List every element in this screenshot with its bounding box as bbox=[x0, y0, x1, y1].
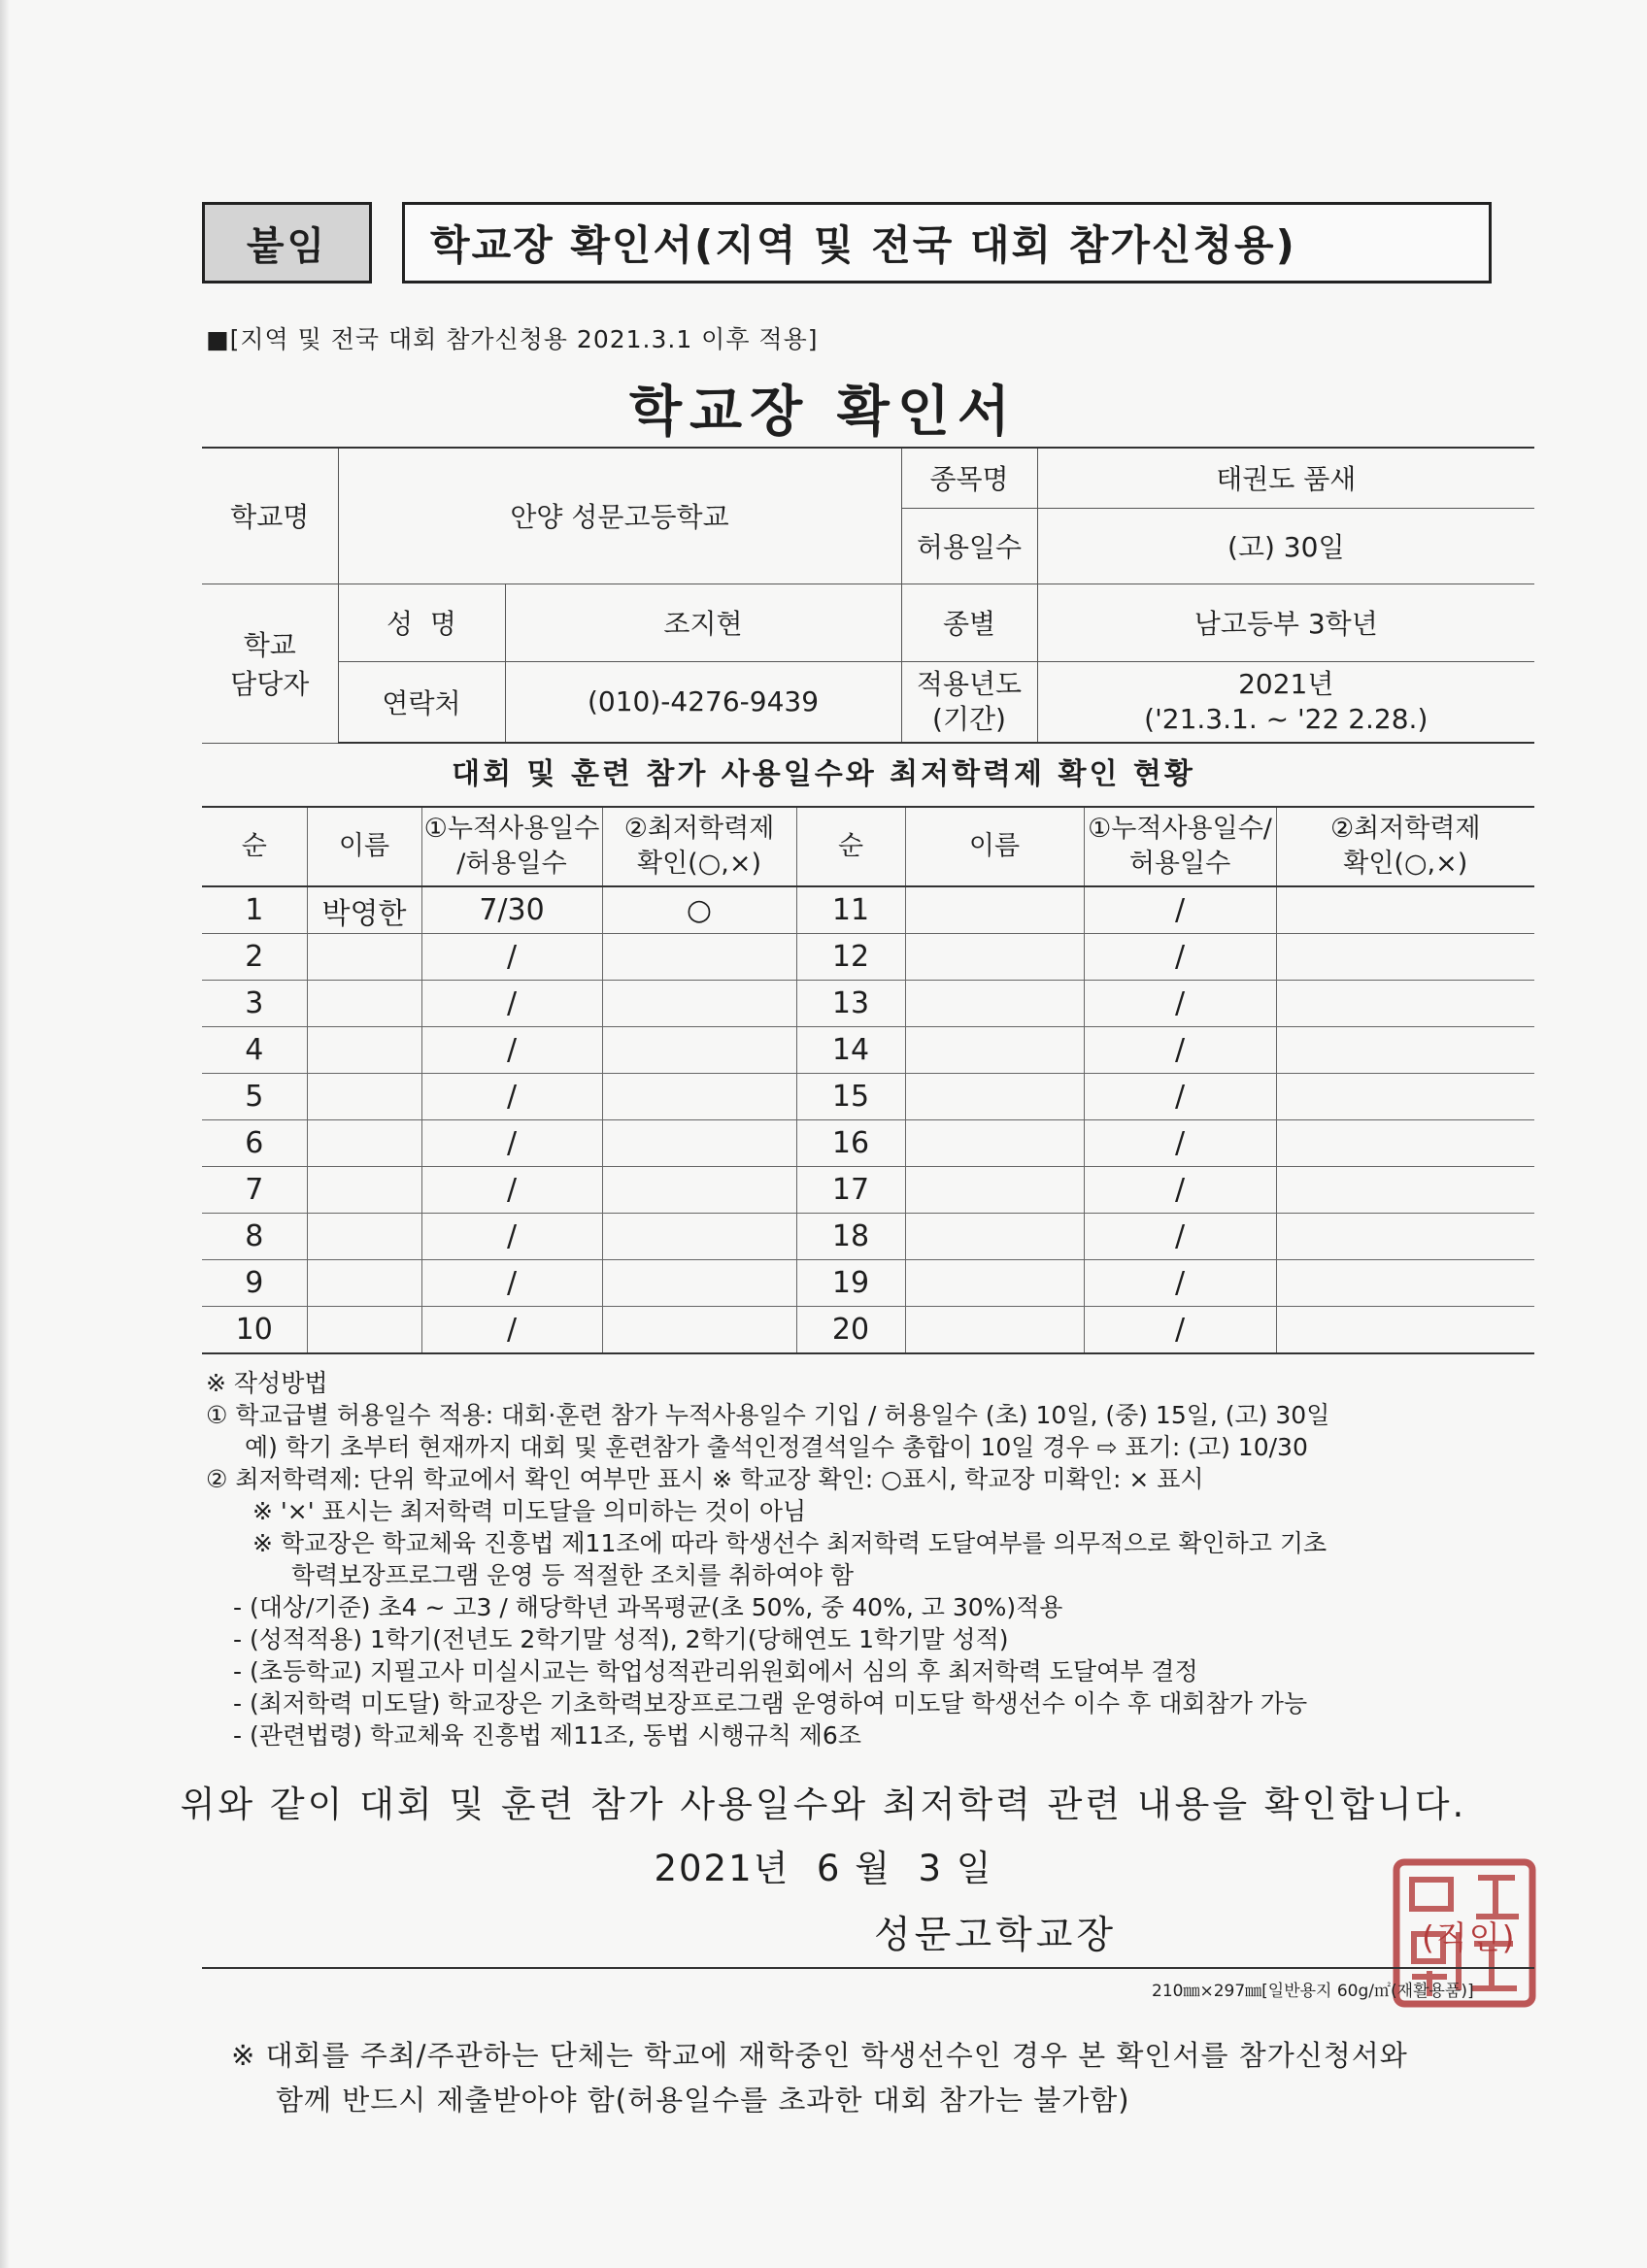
header-days-right-line1: ①누적사용일수/ bbox=[1088, 814, 1272, 844]
header-days-left-line2: /허용일수 bbox=[456, 849, 567, 879]
row-no: 6 bbox=[202, 1120, 307, 1167]
row-no: 5 bbox=[202, 1074, 307, 1120]
apply-note: ■[지역 및 전국 대회 참가신청용 2021.3.1 이후 적용] bbox=[206, 325, 819, 353]
table-row bbox=[202, 1027, 1534, 1074]
principal-title: 성문고학교장 bbox=[874, 1914, 1118, 1957]
row-no: 2 bbox=[202, 934, 307, 981]
row-no: 16 bbox=[796, 1120, 905, 1167]
manager-label-line2: 담당자 bbox=[230, 668, 310, 700]
header-no-right: 순 bbox=[796, 807, 905, 886]
row-days: / bbox=[421, 981, 602, 1027]
table-row bbox=[202, 1074, 1534, 1120]
status-section-title: 대회 및 훈련 참가 사용일수와 최저학력제 확인 현황 bbox=[452, 757, 1195, 791]
row-no: 3 bbox=[202, 981, 307, 1027]
table-row bbox=[202, 1260, 1534, 1307]
allowed-days-value: (고) 30일 bbox=[1037, 508, 1534, 584]
period-label-line2: (기간) bbox=[932, 702, 1006, 735]
note-line-9: - (초등학교) 지필고사 미실시교는 학업성적관리위원회에서 심의 후 최저학력 도달여부 결정 bbox=[233, 1657, 1198, 1685]
scan-edge-shadow bbox=[0, 0, 10, 2268]
row-name bbox=[307, 1074, 421, 1120]
row-days: / bbox=[421, 1307, 602, 1354]
header-name-right: 이름 bbox=[905, 807, 1084, 886]
row-name bbox=[307, 1167, 421, 1214]
note-line-6: 학력보장프로그램 운영 등 적절한 조치를 취하여야 함 bbox=[291, 1561, 854, 1589]
row-days: / bbox=[1084, 1260, 1276, 1307]
row-name bbox=[905, 1260, 1084, 1307]
row-check bbox=[602, 1214, 796, 1260]
note-line-4: ※ '×' 표시는 최저학력 미도달을 의미하는 것이 아님 bbox=[252, 1497, 807, 1525]
row-days: / bbox=[1084, 1120, 1276, 1167]
row-no: 13 bbox=[796, 981, 905, 1027]
note-line-7: - (대상/기준) 초4 ~ 고3 / 해당학년 과목평균(초 50%, 중 40%, 고 30%)적용 bbox=[233, 1593, 1063, 1621]
row-no: 12 bbox=[796, 934, 905, 981]
row-check bbox=[1276, 1307, 1534, 1354]
row-no: 15 bbox=[796, 1074, 905, 1120]
row-name bbox=[905, 981, 1084, 1027]
note-line-2: 예) 학기 초부터 현재까지 대회 및 훈련참가 출석인정결석일수 총합이 10일 경우 ⇨ 표기: (고) 10/30 bbox=[245, 1433, 1308, 1461]
bottom-divider bbox=[202, 1967, 1534, 1969]
note-line-3: ② 최저학력제: 단위 학교에서 확인 여부만 표시 ※ 학교장 확인: ○표시, 학교장 미확인: × 표시 bbox=[206, 1465, 1204, 1493]
table-row bbox=[202, 934, 1534, 981]
confirmation-date: 2021년 6 월 3 일 bbox=[654, 1848, 993, 1889]
header-name-left: 이름 bbox=[307, 807, 421, 886]
row-days: / bbox=[1084, 1214, 1276, 1260]
paper-spec: 210㎜×297㎜[일반용지 60g/㎡(재활용품)] bbox=[1152, 1982, 1474, 2001]
row-name bbox=[905, 934, 1084, 981]
row-name bbox=[905, 1027, 1084, 1074]
row-days: / bbox=[1084, 981, 1276, 1027]
row-no: 19 bbox=[796, 1260, 905, 1307]
note-line-5: ※ 학교장은 학교체육 진흥법 제11조에 따라 학생선수 최저학력 도달여부를 의무적으로 확인하고 기초 bbox=[252, 1529, 1328, 1557]
form-box-title: 학교장 확인서(지역 및 전국 대회 참가신청용) bbox=[402, 202, 1492, 284]
header-check-left bbox=[602, 807, 796, 886]
document-title: 학교장 확인서 bbox=[628, 381, 1019, 444]
row-name bbox=[307, 1260, 421, 1307]
header-days-left-line1: ①누적사용일수 bbox=[423, 814, 600, 844]
event-value: 태권도 품새 bbox=[1037, 448, 1534, 508]
row-name: 박영한 bbox=[307, 886, 421, 934]
row-name bbox=[307, 1120, 421, 1167]
row-check bbox=[602, 1074, 796, 1120]
header-days-right-line2: 허용일수 bbox=[1128, 849, 1231, 879]
row-days: / bbox=[421, 1260, 602, 1307]
note-line-8: - (성적적용) 1학기(전년도 2학기말 성적), 2학기(당해연도 1학기말 성적) bbox=[233, 1625, 1009, 1653]
row-days: / bbox=[1084, 1307, 1276, 1354]
period-value-line2: ('21.3.1. ~ '22 2.28.) bbox=[1144, 702, 1429, 735]
row-name bbox=[307, 934, 421, 981]
header-check-right-line1: ②최저학력제 bbox=[1329, 814, 1481, 844]
division-label: 종별 bbox=[901, 584, 1037, 661]
attachment-label: 붙임 bbox=[202, 202, 372, 284]
row-name bbox=[905, 1214, 1084, 1260]
row-no: 20 bbox=[796, 1307, 905, 1354]
row-check bbox=[602, 1307, 796, 1354]
period-label bbox=[901, 661, 1037, 743]
manager-label bbox=[202, 584, 338, 743]
table-row bbox=[202, 1307, 1534, 1354]
row-check bbox=[1276, 1120, 1534, 1167]
division-value: 남고등부 3학년 bbox=[1037, 584, 1534, 661]
row-check bbox=[1276, 1027, 1534, 1074]
note-line-1: ① 학교급별 허용일수 적용: 대회·훈련 참가 누적사용일수 기입 / 허용일수 (초) 10일, (중) 15일, (고) 30일 bbox=[206, 1401, 1330, 1429]
row-check bbox=[602, 934, 796, 981]
row-check bbox=[602, 1260, 796, 1307]
person-name-label: 성 명 bbox=[338, 584, 505, 661]
header-days-left bbox=[421, 807, 602, 886]
period-value-line1: 2021년 bbox=[1238, 667, 1334, 700]
status-table bbox=[202, 806, 1534, 1354]
submission-note bbox=[231, 2033, 1571, 2122]
row-no: 7 bbox=[202, 1167, 307, 1214]
row-no: 17 bbox=[796, 1167, 905, 1214]
event-label: 종목명 bbox=[901, 448, 1037, 508]
manager-label-line1: 학교 bbox=[243, 629, 296, 661]
table-row bbox=[202, 1167, 1534, 1214]
row-no: 9 bbox=[202, 1260, 307, 1307]
row-days: / bbox=[421, 1074, 602, 1120]
row-check bbox=[602, 981, 796, 1027]
header-check-left-line1: ②최저학력제 bbox=[623, 814, 775, 844]
row-days: / bbox=[1084, 1167, 1276, 1214]
row-days: / bbox=[1084, 934, 1276, 981]
row-no: 14 bbox=[796, 1027, 905, 1074]
header-no-left: 순 bbox=[202, 807, 307, 886]
row-name bbox=[905, 886, 1084, 934]
row-days: / bbox=[421, 934, 602, 981]
row-no: 1 bbox=[202, 886, 307, 934]
school-info-table bbox=[202, 447, 1534, 744]
table-row bbox=[202, 981, 1534, 1027]
header-days-right bbox=[1084, 807, 1276, 886]
header-check-right-line2: 확인(○,×) bbox=[1343, 849, 1468, 879]
period-label-line1: 적용년도 bbox=[916, 667, 1023, 700]
row-name bbox=[307, 1307, 421, 1354]
row-days: / bbox=[421, 1214, 602, 1260]
allowed-days-label: 허용일수 bbox=[901, 508, 1037, 584]
row-name bbox=[307, 1027, 421, 1074]
row-name bbox=[307, 1214, 421, 1260]
row-name bbox=[905, 1074, 1084, 1120]
row-no: 8 bbox=[202, 1214, 307, 1260]
row-days: / bbox=[1084, 886, 1276, 934]
table-row bbox=[202, 886, 1534, 934]
confirmation-statement: 위와 같이 대회 및 훈련 참가 사용일수와 최저학력 관련 내용을 확인합니다. bbox=[180, 1784, 1467, 1825]
row-days: / bbox=[1084, 1027, 1276, 1074]
row-days: / bbox=[421, 1167, 602, 1214]
row-name bbox=[905, 1120, 1084, 1167]
seal-label: (직인) bbox=[1422, 1918, 1517, 1956]
contact-value: (010)-4276-9439 bbox=[505, 661, 901, 743]
row-name bbox=[905, 1307, 1084, 1354]
row-check: ○ bbox=[602, 886, 796, 934]
header-check-right bbox=[1276, 807, 1534, 886]
row-no: 10 bbox=[202, 1307, 307, 1354]
submission-note-line2: 함께 반드시 제출받아야 함(허용일수를 초과한 대회 참가는 불가함) bbox=[276, 2084, 1130, 2117]
header-check-left-line2: 확인(○,×) bbox=[637, 849, 761, 879]
table-row bbox=[202, 1120, 1534, 1167]
submission-note-line1: ※ 대회를 주최/주관하는 단체는 학교에 재학중인 학생선수인 경우 본 확인서를 참가신청서와 bbox=[231, 2039, 1408, 2072]
row-no: 4 bbox=[202, 1027, 307, 1074]
row-check bbox=[1276, 886, 1534, 934]
row-days: / bbox=[1084, 1074, 1276, 1120]
note-line-11: - (관련법령) 학교체육 진흥법 제11조, 동법 시행규칙 제6조 bbox=[233, 1721, 861, 1750]
person-name-value: 조지현 bbox=[505, 584, 901, 661]
row-check bbox=[602, 1167, 796, 1214]
period-value bbox=[1037, 661, 1534, 743]
table-row bbox=[202, 1214, 1534, 1260]
row-check bbox=[602, 1027, 796, 1074]
school-name-value: 안양 성문고등학교 bbox=[338, 448, 901, 584]
row-no: 11 bbox=[796, 886, 905, 934]
row-check bbox=[1276, 1167, 1534, 1214]
note-line-10: - (최저학력 미도달) 학교장은 기초학력보장프로그램 운영하여 미도달 학생선수 이수 후 대회참가 가능 bbox=[233, 1689, 1308, 1718]
row-name bbox=[905, 1167, 1084, 1214]
row-days: / bbox=[421, 1120, 602, 1167]
row-check bbox=[1276, 1074, 1534, 1120]
row-check bbox=[1276, 1214, 1534, 1260]
writing-instructions bbox=[206, 1367, 1546, 1751]
row-no: 18 bbox=[796, 1214, 905, 1260]
row-check bbox=[1276, 1260, 1534, 1307]
row-check bbox=[1276, 981, 1534, 1027]
row-days: / bbox=[421, 1027, 602, 1074]
school-name-label: 학교명 bbox=[202, 448, 338, 584]
row-check bbox=[602, 1120, 796, 1167]
notes-heading: ※ 작성방법 bbox=[206, 1369, 328, 1397]
row-check bbox=[1276, 934, 1534, 981]
row-days: 7/30 bbox=[421, 886, 602, 934]
contact-label: 연락처 bbox=[338, 661, 505, 743]
row-name bbox=[307, 981, 421, 1027]
